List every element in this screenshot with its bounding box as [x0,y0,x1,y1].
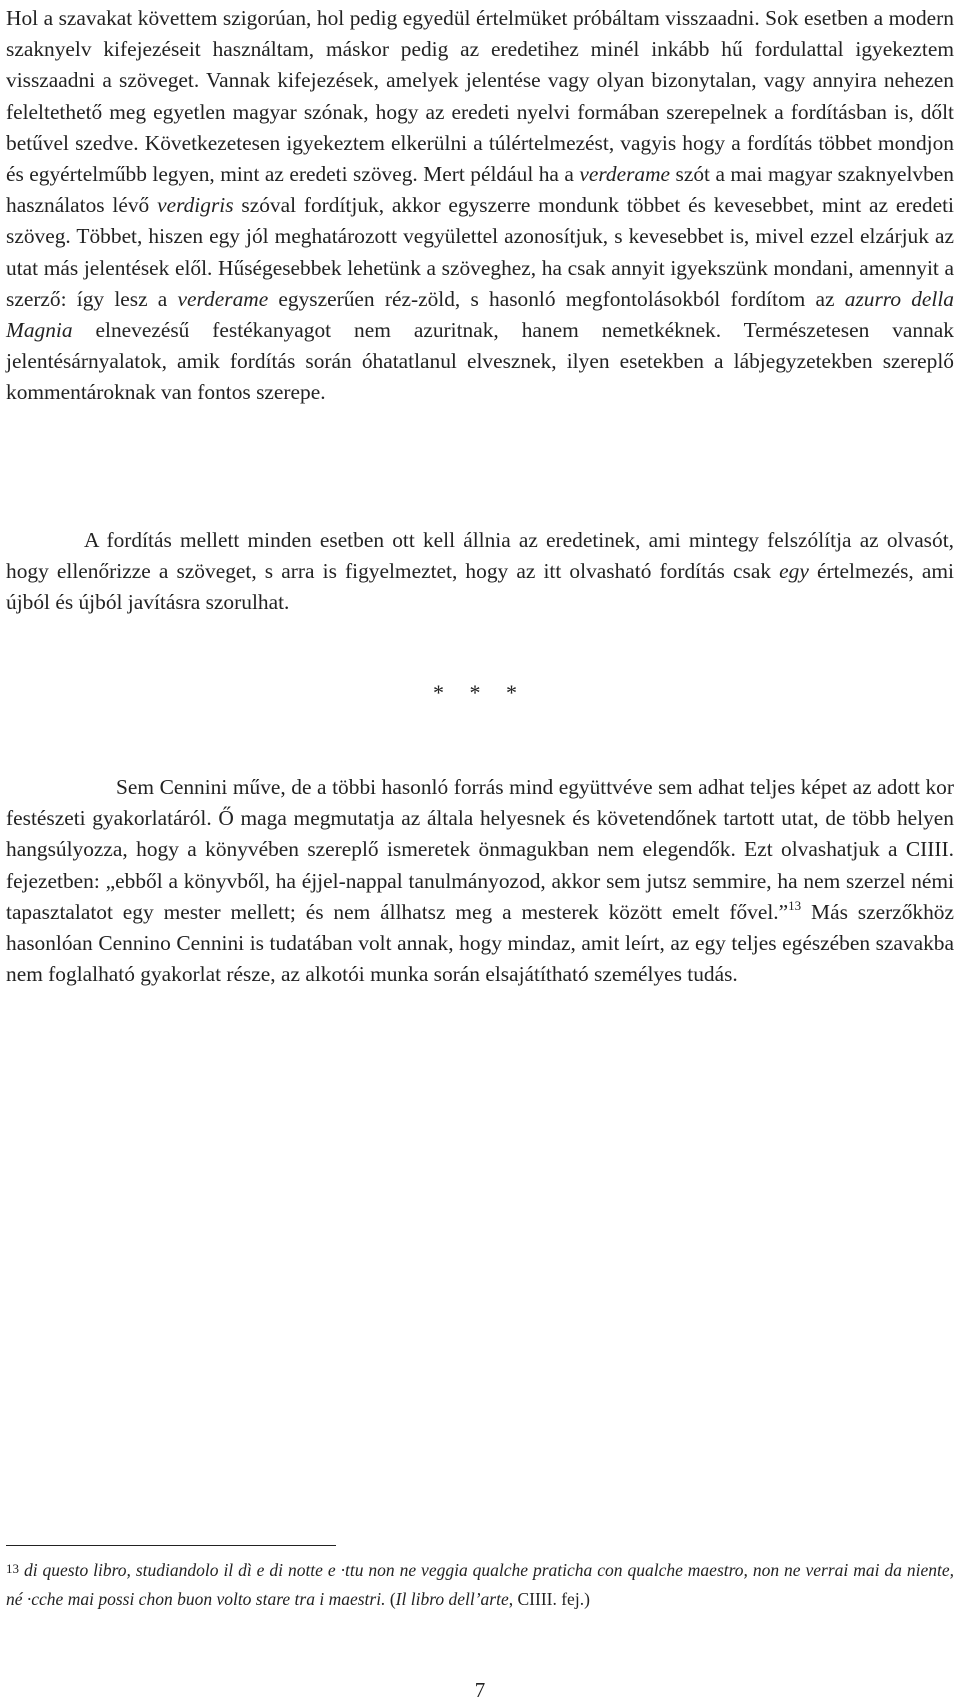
paragraph-cennini: Sem Cennini műve, de a többi hasonló forrás mind együttvéve sem adhat teljes képet az adott kor festészeti gyakorlatáról. Ő maga megmutatja az általa helyesnek és követendőnek tartott utat, de több helyen hangsúlyozza, hogy a könyvében szereplő ismeretek önmagukban nem elegendők. Ezt olvashatjuk a CIIII. fejezetben: „ebből a könyvből, ha éjjel-nappal tanulmányozod, akkor sem jutsz semmire, ha nem szerzel némi tapasztalatot egy mester mellett; és nem állhatsz meg a mesterek között emelt fővel.”$^{13}$ Más szerzőkhöz hasonlóan Cennino Cennini is tudatában volt annak, hogy mindaz, amit leírt, az egy teljes egészében szavakba nem foglalható gyakorlat része, az alkotói munka során elsajátítható személyes tudás. [6,775,954,987]
footnote-source-title: Il libro dell’arte [395,1589,509,1609]
footnote-divider [6,1545,336,1546]
paragraph-translation-method: Hol a szavakat követtem szigorúan, hol pedig egyedül értelmüket próbáltam visszaadni. Sok esetben a modern szaknyelv kifejezéseit használtam, máskor pedig az eredetihez minél inkább hű fordulattal igyekeztem visszaadni a szöveget. Vannak kifejezések, amelyek jelentése vagy olyan bizonytalan, vagy annyira nehezen feleltethető meg egyetlen magyar szónak, hogy az eredeti nyelvi formában szerepelnek a fordításban is, dőlt betűvel szedve. Következetesen igyekeztem elkerülni a túlértelmezést, vagyis hogy a fordítás többet mondjon és egyértelműbb legyen, mint az eredeti szöveg. Mert például ha a verderame szót a mai magyar szaknyelvben használatos lévő verdigris szóval fordítjuk, akkor egyszerre mondunk többet és kevesebbet, mint az eredeti szöveg. Többet, hiszen egy jól meghatározott vegyülettel azonosítjuk, s kevesebbet is, mivel ezzel elzárjuk az utat más jelentések elől. Hűségesebbek lehetünk a szöveghez, ha csak annyit igyekszünk mondani, amennyit a szerző: így lesz a verderame egyszerűen réz-zöld, s hasonló megfontolásokból fordítom az azurro della Magnia elnevezésű festékanyagot nem azuritnak, hanem nemetkéknek. Természetesen vannak jelentésárnyalatok, amik fordítás során óhatatlanul elvesznek, ilyen esetekben a lábjegyzetekben szereplő kommentároknak van fontos szerepe. [6,6,955,405]
page-number: 7 [474,1678,486,1702]
italic-term: verderame [579,162,671,187]
paragraph-original-text: A fordítás mellett minden esetben ott kell állnia az eredetinek, ami mintegy felszólítja az olvasót, hogy ellenőrizze a szöveget, s arra is figyelmeztet, hogy az itt olvasható fordítás csak egy értelmezés, ami újból és újból javításra szorulhat. [6,528,954,615]
italic-term: egy [779,559,809,584]
footnote-quote: di questo libro, studiandolo il dì e di notte e ·ttu non ne veggia qualche praticha con qualche maestro, non ne verrai mai da niente, né ·cche mai possi chon buon volto stare tra i maestri. [6,1560,955,1609]
italic-term: verderame [177,286,269,311]
footnote-reference[interactable]: 13 [788,897,802,913]
italic-term: azurro della Magnia [6,286,955,343]
footnote-13: 13 di questo libro, studiandolo il dì e di notte e ·ttu non ne veggia qualche praticha con qualche maestro, non ne verrai mai da niente, né ·cche mai possi chon buon volto stare tra i maestri. (Il libro dell’arte, CIIII. fej.) [6,1560,955,1609]
section-separator: * * * [433,680,527,705]
italic-term: verdigris [157,193,234,218]
footnote-number: 13 [6,1561,19,1576]
